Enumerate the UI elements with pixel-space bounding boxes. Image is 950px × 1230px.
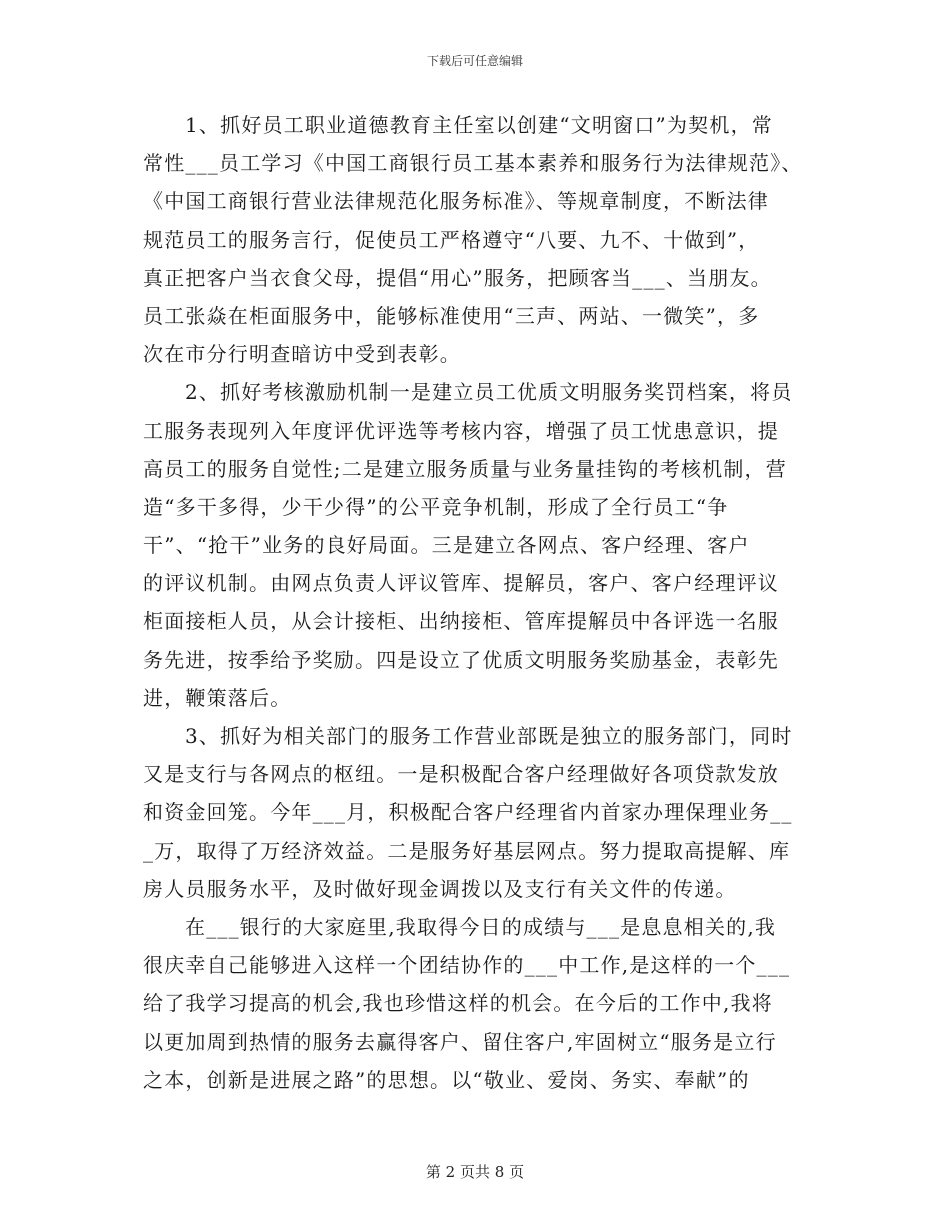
body-line: 造“多干多得，少干少得”的公平竞争机制，形成了全行员工“争 bbox=[143, 494, 729, 519]
body-line: 之本，创新是进展之路”的思想。以“敬业、爱岗、务实、奉献”的 bbox=[143, 1067, 750, 1092]
body-line: 3、抓好为相关部门的服务工作营业部既是独立的服务部门，同时 bbox=[185, 724, 793, 748]
body-line: 常性___员工学习《中国工商银行员工基本素养和服务行为法律规范》、 bbox=[143, 151, 803, 176]
body-line: 员工张焱在柜面服务中，能够标准使用“三声、两站、一微笑”，多 bbox=[143, 303, 760, 328]
body-line: 房人员服务水平，及时做好现金调拨以及支行有关文件的传递。 bbox=[143, 876, 737, 901]
body-line: 2、抓好考核激励机制一是建立员工优质文明服务奖罚档案，将员 bbox=[185, 380, 793, 405]
body-line: 干”、“抢干”业务的良好局面。三是建立各网点、客户经理、客户 bbox=[143, 533, 750, 558]
page-number-footer: 第 2 页共 8 页 bbox=[425, 1163, 525, 1181]
body-line: 很庆幸自己能够进入这样一个团结协作的___中工作,是这样的一个___ bbox=[143, 953, 791, 978]
body-line: 和资金回笼。今年___月，积极配合客户经理省内首家办理保理业务__ bbox=[143, 800, 793, 825]
page-header: 下载后可任意编辑 bbox=[426, 54, 523, 68]
body-line: 给了我学习提高的机会,我也珍惜这样的机会。在今后的工作中,我将 bbox=[143, 991, 773, 1016]
body-line: 《中国工商银行营业法律规范化服务标准》、等规章制度，不断法律 bbox=[143, 189, 769, 214]
body-line: 务先进，按季给予奖励。四是设立了优质文明服务奖励基金，表彰先 bbox=[143, 647, 779, 672]
body-line: 高员工的服务自觉性;二是建立服务质量与业务量挂钩的考核机制，营 bbox=[143, 456, 787, 481]
document-body bbox=[143, 106, 813, 1099]
body-line: 的评议机制。由网点负责人评议管库、提解员，客户、客户经理评议 bbox=[143, 571, 779, 596]
body-line: 工服务表现列入年度评优评选等考核内容，增强了员工忧患意识，提 bbox=[143, 418, 779, 443]
body-line: 在___银行的大家庭里,我取得今日的成绩与___是息息相关的,我 bbox=[185, 914, 777, 939]
body-line: 进，鞭策落后。 bbox=[143, 685, 292, 710]
body-line: 又是支行与各网点的枢纽。一是积极配合客户经理做好各项贷款发放 bbox=[143, 762, 779, 787]
body-line: _万，取得了万经济效益。二是服务好基层网点。努力提取高提解、库 bbox=[143, 838, 791, 863]
body-line: 次在市分行明查暗访中受到表彰。 bbox=[143, 342, 461, 367]
body-line: 1、抓好员工职业道德教育主任室以创建“文明窗口”为契机，常 bbox=[185, 113, 773, 137]
body-line: 柜面接柜人员，从会计接柜、出纳接柜、管库提解员中各评选一名服 bbox=[143, 609, 779, 634]
body-line: 真正把客户当衣食父母，提倡“用心”服务，把顾客当___、当朋友。 bbox=[143, 265, 772, 290]
body-line: 以更加周到热情的服务去赢得客户、留住客户,牢固树立“服务是立行 bbox=[143, 1029, 777, 1054]
body-line: 规范员工的服务言行，促使员工严格遵守“八要、九不、十做到”， bbox=[143, 227, 760, 252]
